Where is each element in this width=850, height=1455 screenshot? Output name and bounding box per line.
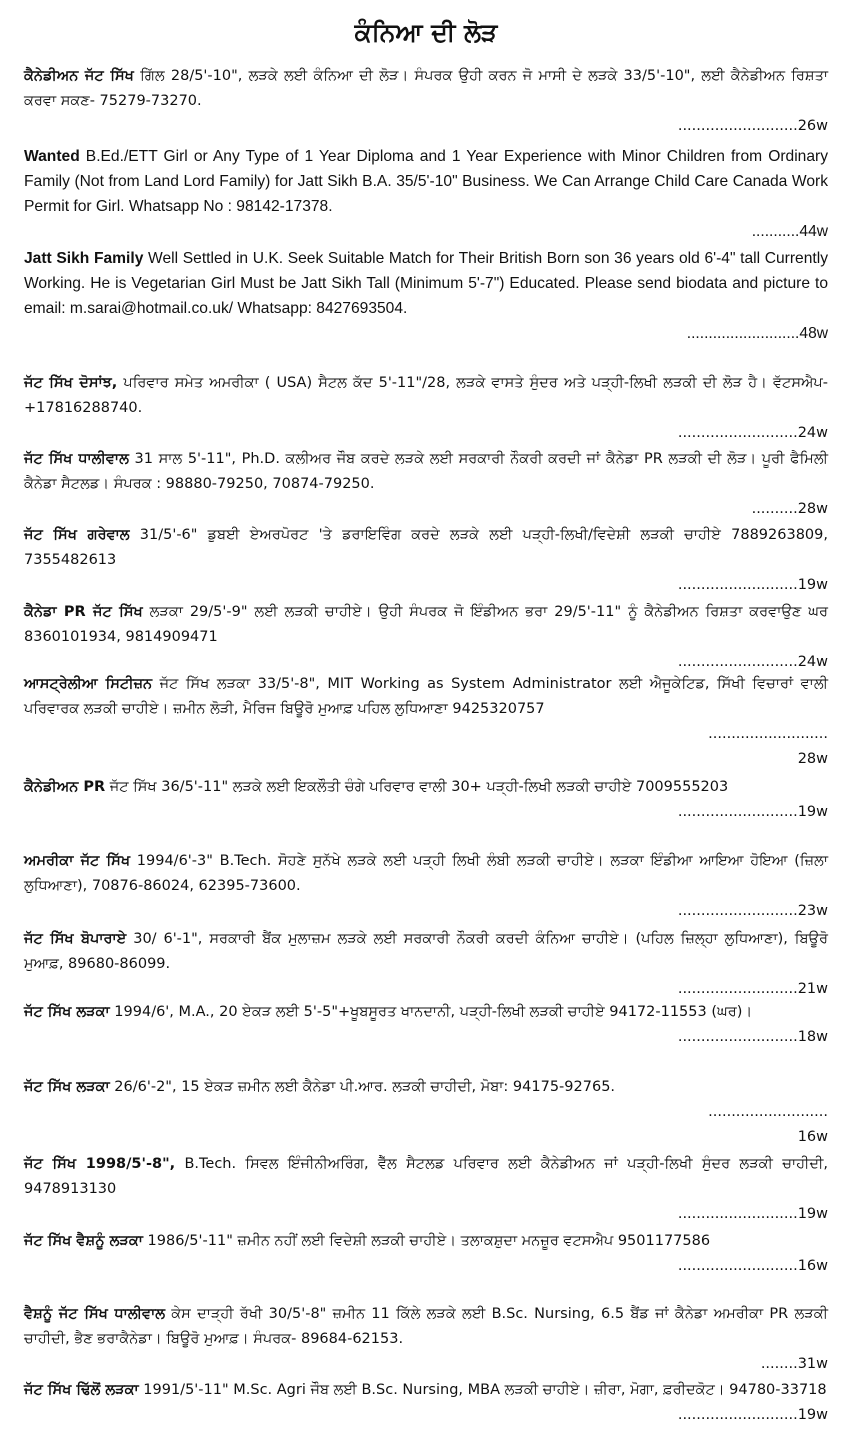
ad-text — [24, 1229, 828, 1254]
ad-footer — [24, 722, 828, 747]
ad-leader-dots: .......................... — [677, 1407, 798, 1423]
classified-ad — [24, 1302, 828, 1377]
classified-ad — [24, 64, 828, 139]
ad-footer — [24, 219, 828, 244]
ad-lead: ਜੱਟ ਸਿੱਖ ਦੋਸਾਂਝ, — [24, 375, 118, 391]
ad-footer — [24, 573, 828, 598]
classified-ad — [24, 246, 828, 346]
classified-ad — [24, 1152, 828, 1227]
classified-ad — [24, 371, 828, 446]
ad-footer — [24, 1254, 828, 1279]
ad-lead: ਜੱਟ ਸਿੱਖ ਬੋਪਾਰਾਏ — [24, 931, 127, 947]
ad-text — [24, 144, 828, 219]
ad-code-line — [24, 1125, 828, 1150]
ad-code: 31w — [797, 1356, 828, 1372]
ad-leader-dots: .......................... — [677, 654, 798, 670]
ad-body: 26/6'-2", 15 ਏਕੜ ਜ਼ਮੀਨ ਲਈ ਕੈਨੇਡਾ ਪੀ.ਆਰ. ਲੜਕੀ ਚਾਹੀਦੀ, ਮੋਬਾ: 94175-92765. — [109, 1079, 616, 1095]
ad-footer — [24, 800, 828, 825]
ad-text — [24, 600, 828, 650]
ad-text — [24, 447, 828, 497]
ad-text — [24, 1152, 828, 1202]
classified-ad — [24, 600, 828, 675]
ad-code: 19w — [797, 1407, 828, 1423]
ad-text — [24, 672, 828, 722]
ad-code: 44w — [799, 223, 828, 240]
ad-footer — [24, 977, 828, 1002]
ad-body: 31 ਸਾਲ 5'-11", Ph.D. ਕਲੀਅਰ ਜੌਬ ਕਰਦੇ ਲੜਕੇ ਲਈ ਸਰਕਾਰੀ ਨੌਕਰੀ ਕਰਦੀ ਜਾਂ ਕੈਨੇਡਾ PR ਲੜਕੀ ਦੀ ਲੋੜ। ਪੂਰੀ ਫੈਮਿਲੀ ਕੈਨੇਡਾ ਸੈਟਲਡ। ਸੰਪਰਕ : 98880-79250, 70874-79250. — [24, 451, 828, 492]
classified-ad — [24, 672, 828, 772]
ad-lead: ਜੱਟ ਸਿੱਖ ਧਾਲੀਵਾਲ — [24, 451, 129, 467]
ad-footer — [24, 1025, 828, 1050]
ad-leader-dots: ........... — [751, 223, 800, 240]
ad-lead: ਜੱਟ ਸਿੱਖ ਲੜਕਾ — [24, 1004, 110, 1020]
classified-ad — [24, 775, 828, 825]
ad-text — [24, 849, 828, 899]
ad-text — [24, 523, 828, 573]
ad-lead: ਜੱਟ ਸਿੱਖ ਢਿੱਲੋਂ ਲੜਕਾ — [24, 1382, 139, 1398]
ad-text — [24, 1378, 828, 1403]
classified-ad — [24, 447, 828, 522]
classified-ad — [24, 144, 828, 244]
ad-body: ਜੱਟ ਸਿੱਖ ਲੜਕਾ 33/5'-8", MIT Working as System Administrator ਲਈ ਐਜੂਕੇਟਿਡ, ਸਿੱਖੀ ਵਿਚਾਰਾਂ ਵਾਲੀ ਪਰਿਵਾਰਕ ਲੜਕੀ ਚਾਹੀਏ। ਜ਼ਮੀਨ ਲੋੜੀ, ਮੈਰਿਜ ਬਿਊਰੋ ਮੁਆਫ਼ ਪਹਿਲ ਲੁਧਿਆਣਾ 9425320757 — [24, 676, 828, 717]
ad-lead: Wanted — [24, 148, 80, 165]
ad-footer — [24, 1352, 828, 1377]
ad-leader-dots: .......................... — [677, 118, 798, 134]
ad-text — [24, 64, 828, 114]
ad-leader-dots: .......................... — [708, 726, 828, 742]
ad-code: 19w — [797, 804, 828, 820]
ad-code: 28w — [797, 751, 828, 767]
ad-body: 1991/5'-11" M.Sc. Agri ਜੌਬ ਲਈ B.Sc. Nursing, MBA ਲੜਕੀ ਚਾਹੀਏ। ਜ਼ੀਰਾ, ਮੋਗਾ, ਫ਼ਰੀਦਕੋਟ। 94780-33718 — [138, 1382, 827, 1398]
ad-text — [24, 1000, 828, 1025]
ad-code: 24w — [797, 425, 828, 441]
ad-text — [24, 927, 828, 977]
ad-body: ਗਿੱਲ 28/5'-10", ਲੜਕੇ ਲਈ ਕੰਨਿਆ ਦੀ ਲੋੜ। ਸੰਪਰਕ ਉਹੀ ਕਰਨ ਜੋ ਮਾਸੀ ਦੇ ਲੜਕੇ 33/5'-10", ਲਈ ਕੈਨੇਡੀਅਨ ਰਿਸ਼ਤਾ ਕਰਵਾ ਸਕਣ- 75279-73270. — [24, 68, 828, 109]
ad-text — [24, 775, 828, 800]
ad-leader-dots: .......................... — [677, 981, 798, 997]
ad-code: 19w — [797, 1206, 828, 1222]
ad-code: 16w — [797, 1129, 828, 1145]
ad-leader-dots: .......................... — [677, 1029, 798, 1045]
ad-footer — [24, 497, 828, 522]
ad-footer — [24, 899, 828, 924]
classified-ad — [24, 1229, 828, 1279]
ad-lead: ਕੈਨੇਡਾ PR ਜੱਟ ਸਿੱਖ — [24, 604, 143, 620]
page-title: ਕੰਨਿਆ ਦੀ ਲੋੜ — [354, 18, 498, 47]
ad-lead: ਆਸਟ੍ਰੇਲੀਆ ਸਿਟੀਜ਼ਨ — [24, 676, 153, 692]
ad-code: 23w — [797, 903, 828, 919]
ad-lead: ਕੈਨੇਡੀਅਨ ਜੱਟ ਸਿੱਖ — [24, 68, 134, 84]
classified-ad — [24, 1378, 828, 1428]
ad-leader-dots: .......................... — [677, 577, 798, 593]
ad-body: 1986/5'-11" ਜ਼ਮੀਨ ਨਹੀਂ ਲਈ ਵਿਦੇਸ਼ੀ ਲੜਕੀ ਚਾਹੀਏ। ਤਲਾਕਸ਼ੁਦਾ ਮਨਜ਼ੂਰ ਵਟਸਐਪ 9501177586 — [142, 1233, 711, 1249]
ad-text — [24, 246, 828, 321]
ad-body: ਕੇਸ ਦਾੜ੍ਹੀ ਰੱਖੀ 30/5'-8" ਜ਼ਮੀਨ 11 ਕਿੱਲੇ ਲੜਕੇ ਲਈ B.Sc. Nursing, 6.5 ਬੈਂਡ ਜਾਂ ਕੈਨੇਡਾ ਅਮਰੀਕਾ PR ਲੜਕੀ ਚਾਹੀਦੀ, ਭੈਣ ਭਰਾਕੈਨੇਡਾ। ਬਿਊਰੋ ਮੁਆਫ਼। ਸੰਪਰਕ- 89684-62153. — [24, 1306, 828, 1347]
ad-lead: Jatt Sikh Family — [24, 250, 144, 267]
ad-code: 26w — [797, 118, 828, 134]
ad-body: 1994/6'-3" B.Tech. ਸੋਹਣੇ ਸੁਨੱਖੇ ਲੜਕੇ ਲਈ ਪੜ੍ਹੀ ਲਿਖੀ ਲੰਬੀ ਲੜਕੀ ਚਾਹੀਏ। ਲੜਕਾ ਇੰਡੀਆ ਆਇਆ ਹੋਇਆ (ਜ਼ਿਲਾ ਲੁਧਿਆਣਾ), 70876-86024, 62395-73600. — [24, 853, 829, 894]
ad-leader-dots: .......................... — [686, 325, 800, 342]
classified-ad — [24, 523, 828, 598]
ad-leader-dots: .......................... — [677, 903, 798, 919]
ad-body: B.Tech. ਸਿਵਲ ਇੰਜੀਨੀਅਰਿੰਗ, ਵੈੱਲ ਸੈਟਲਡ ਪਰਿਵਾਰ ਲਈ ਕੈਨੇਡੀਅਨ ਜਾਂ ਪੜ੍ਹੀ-ਲਿਖੀ ਸੁੰਦਰ ਲੜਕੀ ਚਾਹੀਦੀ, 9478913130 — [24, 1156, 828, 1197]
ad-leader-dots: .......... — [751, 501, 798, 517]
ad-lead: ਜੱਟ ਸਿੱਖ ਲੜਕਾ — [24, 1079, 110, 1095]
ad-text — [24, 371, 828, 421]
ad-code-line — [24, 747, 828, 772]
ad-code: 48w — [799, 325, 828, 342]
classified-ad — [24, 1000, 828, 1050]
ad-code: 28w — [797, 501, 828, 517]
ad-body: ਲੜਕਾ 29/5'-9" ਲਈ ਲੜਕੀ ਚਾਹੀਏ। ਉਹੀ ਸੰਪਰਕ ਜੋ ਇੰਡੀਅਨ ਭਰਾ 29/5'-11" ਨੂੰ ਕੈਨੇਡੀਅਨ ਰਿਸ਼ਤਾ ਕਰਵਾਉਣ ਘਰ 8360101934, 9814909471 — [24, 604, 828, 645]
ad-leader-dots: .......................... — [677, 1206, 798, 1222]
ad-code: 19w — [797, 577, 828, 593]
ad-text — [24, 1302, 828, 1352]
ad-leader-dots: ........ — [760, 1356, 798, 1372]
ad-lead: ਜੱਟ ਸਿੱਖ ਗਰੇਵਾਲ — [24, 527, 130, 543]
classified-ad — [24, 1075, 828, 1150]
ad-leader-dots: .......................... — [677, 804, 798, 820]
ad-leader-dots: .......................... — [677, 425, 798, 441]
ad-lead: ਵੈਸ਼ਨੂੰ ਜੱਟ ਸਿੱਖ ਧਾਲੀਵਾਲ — [24, 1306, 166, 1322]
ad-body: Well Settled in U.K. Seek Suitable Match for Their British Born son 36 years old 6'-4" tall Currently Working. He is Vegetarian Girl Must be Jatt Sikh Tall (Minimum 5'-7") Educated. Please send biodata and picture to email: m.sarai@hotmail.co.uk/ Whatsapp: 8427693504. — [24, 250, 828, 317]
ad-body: 30/ 6'-1", ਸਰਕਾਰੀ ਬੈਂਕ ਮੁਲਾਜ਼ਮ ਲੜਕੇ ਲਈ ਸਰਕਾਰੀ ਨੌਕਰੀ ਕਰਦੀ ਕੰਨਿਆ ਚਾਹੀਏ। (ਪਹਿਲ ਜ਼ਿਲ੍ਹਾ ਲੁਧਿਆਣਾ), ਬਿਊਰੋ ਮੁਆਫ਼, 89680-86099. — [24, 931, 828, 972]
ad-text — [24, 1075, 828, 1100]
ad-leader-dots: .......................... — [677, 1258, 798, 1274]
ad-footer — [24, 1202, 828, 1227]
ad-footer — [24, 1100, 828, 1125]
ad-lead: ਅਮਰੀਕਾ ਜੱਟ ਸਿੱਖ — [24, 853, 131, 869]
ad-footer — [24, 321, 828, 346]
ad-footer — [24, 1403, 828, 1428]
ad-body: 1994/6', M.A., 20 ਏਕੜ ਲਈ 5'-5"+ਖੂਬਸੂਰਤ ਖਾਨਦਾਨੀ, ਪੜ੍ਹੀ-ਲਿਖੀ ਲੜਕੀ ਚਾਹੀਏ 94172-11553 (ਘਰ)। — [109, 1004, 753, 1020]
ad-body: B.Ed./ETT Girl or Any Type of 1 Year Diploma and 1 Year Experience with Minor Children from Ordinary Family (Not from Land Lord Family) for Jatt Sikh B.A. 35/5'-10" Business. We Can Arrange Child Care Canada Work Permit for Girl. Whatsapp No : 98142-17378. — [24, 148, 828, 215]
ad-code: 18w — [797, 1029, 828, 1045]
ad-lead: ਕੈਨੇਡੀਅਨ PR — [24, 779, 106, 795]
classified-ad — [24, 849, 828, 924]
ad-footer — [24, 421, 828, 446]
ad-code: 24w — [797, 654, 828, 670]
ad-body: ਜੱਟ ਸਿੱਖ 36/5'-11" ਲੜਕੇ ਲਈ ਇਕਲੌਤੀ ਚੰਗੇ ਪਰਿਵਾਰ ਵਾਲੀ 30+ ਪੜ੍ਹੀ-ਲਿਖੀ ਲੜਕੀ ਚਾਹੀਏ 7009555203 — [105, 779, 729, 795]
ad-code: 21w — [797, 981, 828, 997]
ad-body: 31/5'-6" ਡੁਬਈ ਏਅਰਪੋਰਟ 'ਤੇ ਡਰਾਇਵਿੰਗ ਕਰਦੇ ਲੜਕੇ ਲਈ ਪੜ੍ਹੀ-ਲਿਖੀ/ਵਿਦੇਸ਼ੀ ਲੜਕੀ ਚਾਹੀਏ 7889263809, 7355482613 — [24, 527, 828, 568]
ad-lead: ਜੱਟ ਸਿੱਖ 1998/5'-8", — [24, 1156, 176, 1172]
ad-code: 16w — [797, 1258, 828, 1274]
ad-lead: ਜੱਟ ਸਿੱਖ ਵੈਸ਼ਨੂੰ ਲੜਕਾ — [24, 1233, 143, 1249]
classified-ad — [24, 927, 828, 1002]
ad-footer — [24, 114, 828, 139]
ad-body: ਪਰਿਵਾਰ ਸਮੇਤ ਅਮਰੀਕਾ ( USA) ਸੈਟਲ ਕੱਦ 5'-11"/28, ਲੜਕੇ ਵਾਸਤੇ ਸੁੰਦਰ ਅਤੇ ਪੜ੍ਹੀ-ਲਿਖੀ ਲੜਕੀ ਦੀ ਲੋੜ ਹੈ। ਵੱਟਸਐਪ- +17816288740. — [24, 375, 828, 416]
ad-leader-dots: .......................... — [708, 1104, 828, 1120]
